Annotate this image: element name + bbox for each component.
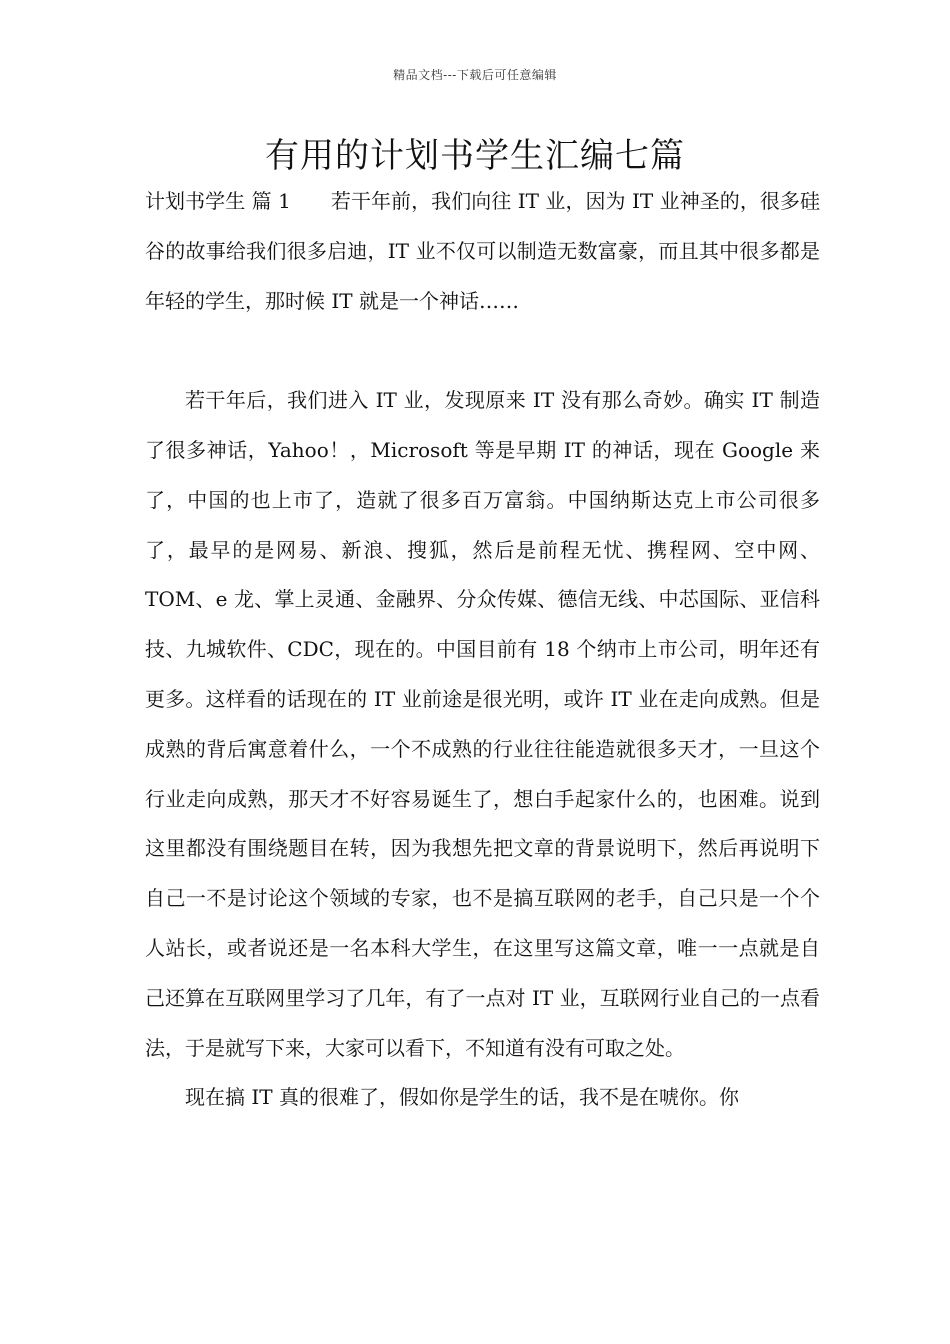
paragraph-spacer bbox=[145, 326, 820, 376]
paragraph-2: 若干年后，我们进入 IT 业，发现原来 IT 没有那么奇妙。确实 IT 制造了很多神话，Yahoo！，Microsoft 等是早期 IT 的神话，现在 Google 来了，中国的也上市了，造就了很多百万富翁。中国纳斯达克上市公司很多了，最早的是网易、新浪、搜狐，然后是前程无忧、携程网、空中网、TOM、e 龙、掌上灵通、金融界、分众传媒、德信无线、中芯国际、亚信科技、九城软件、CDC，现在的。中国目前有 18 个纳市上市公司，明年还有更多。这样看的话现在的 IT 业前途是很光明，或许 IT 业在走向成熟。但是成熟的背后寓意着什么，一个不成熟的行业往往能造就很多天才，一旦这个行业走向成熟，那天才不好容易诞生了，想白手起家什么的，也困难。说到这里都没有围绕题目在转，因为我想先把文章的背景说明下，然后再说明下自己一不是讨论这个领域的专家，也不是搞互联网的老手，自己只是一个个人站长，或者说还是一名本科大学生，在这里写这篇文章，唯一一点就是自己还算在互联网里学习了几年，有了一点对 IT 业，互联网行业自己的一点看法，于是就写下来，大家可以看下，不知道有没有可取之处。 bbox=[145, 388, 820, 1060]
document-title: 有用的计划书学生汇编七篇 bbox=[265, 136, 685, 176]
section-label: 计划书学生 篇 1 bbox=[145, 189, 291, 213]
paragraph-1 bbox=[145, 177, 820, 326]
page-header: 精品文档---下载后可任意编辑 bbox=[393, 68, 557, 82]
paragraph-3: 现在搞 IT 真的很难了，假如你是学生的话，我不是在唬你。你 bbox=[185, 1085, 739, 1110]
document-body bbox=[145, 177, 820, 1123]
paragraph-1-text: 若干年前，我们向往 IT 业，因为 IT 业神圣的，很多硅谷的故事给我们很多启迪，IT 业不仅可以制造无数富豪，而且其中很多都是年轻的学生，那时候 IT 就是一个神话…… bbox=[145, 189, 820, 313]
